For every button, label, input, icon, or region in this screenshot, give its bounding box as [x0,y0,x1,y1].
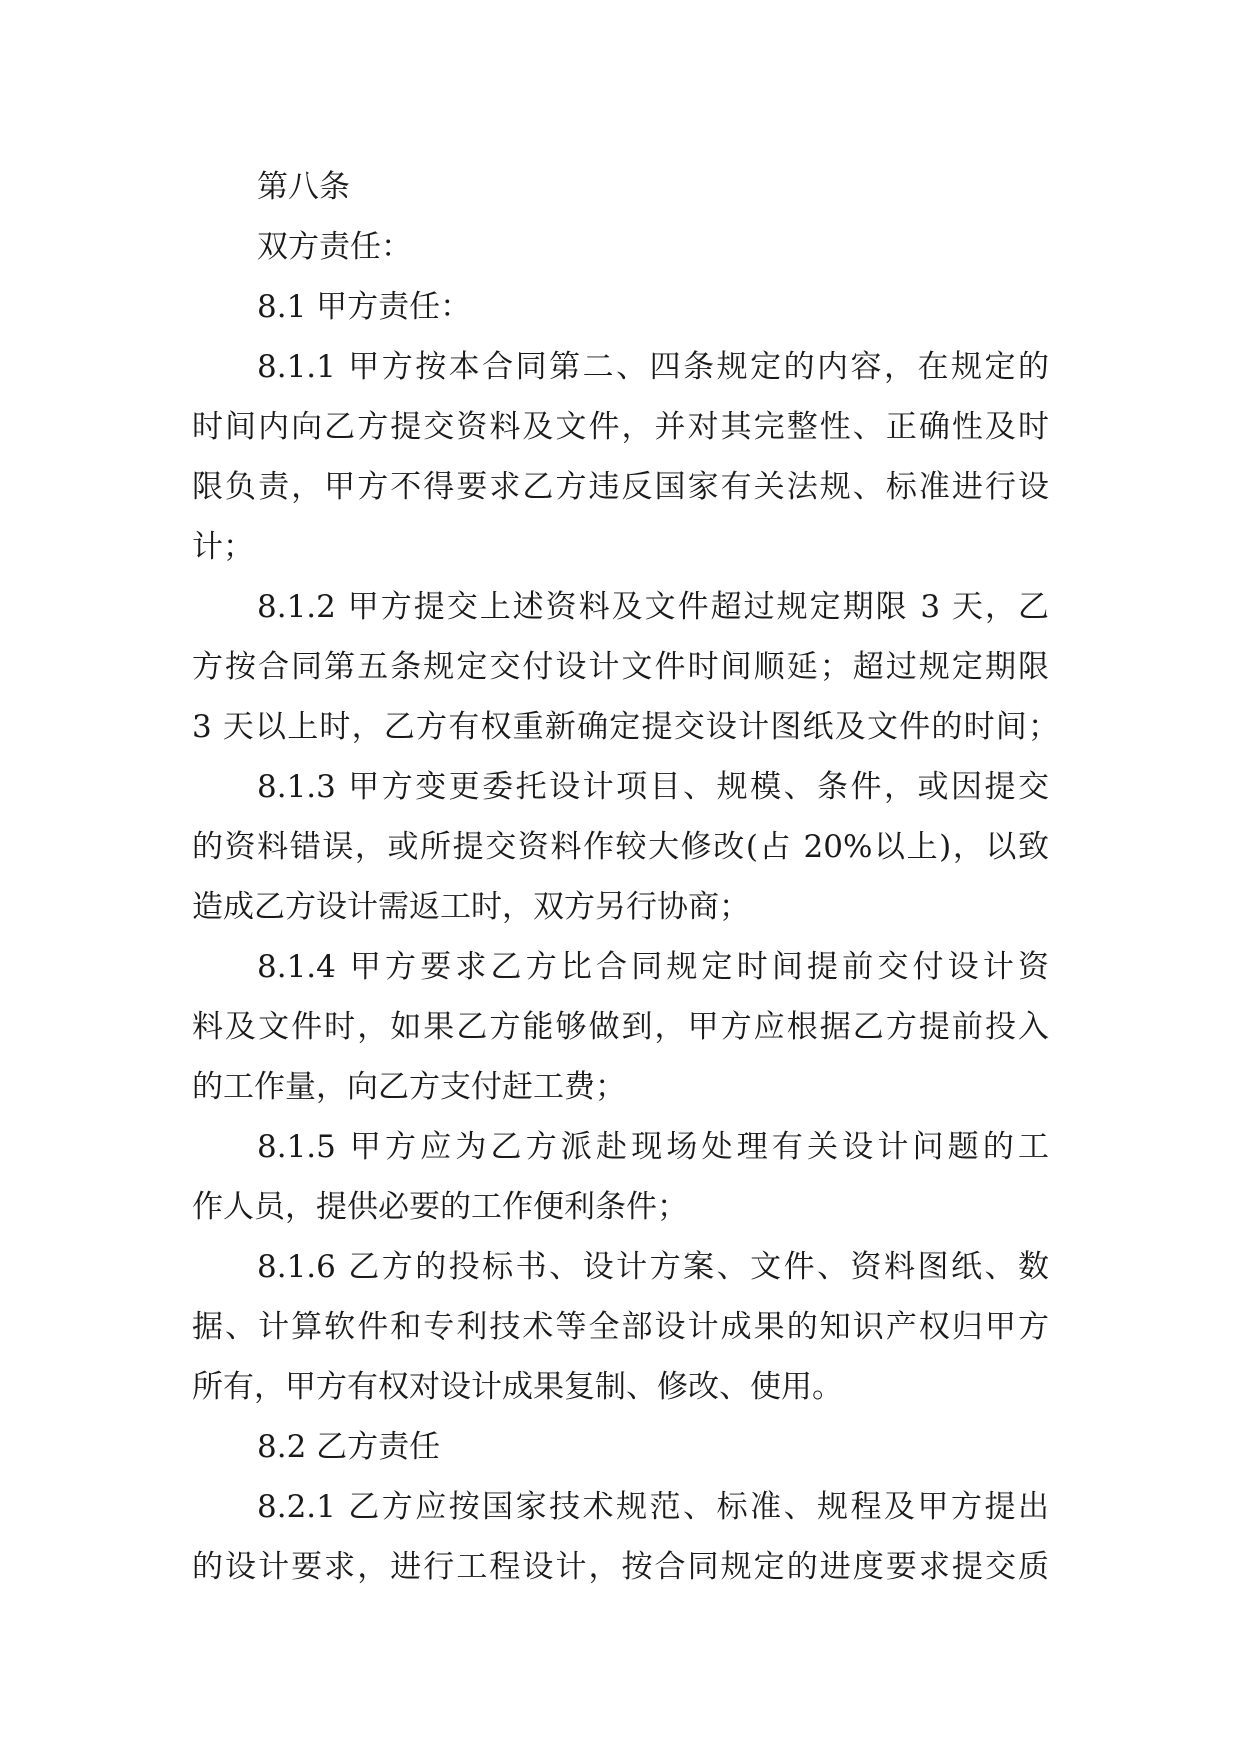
paragraph-line: 的工作量，向乙方支付赶工费； [192,1069,626,1105]
paragraph-line: 8.1.5 甲方应为乙方派赴现场处理有关设计问题的工 [257,1129,1049,1165]
paragraph-line: 的资料错误，或所提交资料作较大修改(占 20%以上)，以致 [192,829,1049,865]
paragraph-line: 的设计要求，进行工程设计，按合同规定的进度要求提交质 [192,1549,1049,1585]
paragraph-line: 时间内向乙方提交资料及文件，并对其完整性、正确性及时 [192,409,1049,445]
paragraph-line: 作人员，提供必要的工作便利条件； [192,1189,688,1225]
paragraph-line: 方按合同第五条规定交付设计文件时间顺延；超过规定期限 [192,649,1049,685]
section-8-2-heading: 8.2 乙方责任 [257,1429,441,1465]
paragraph-line: 8.1.6 乙方的投标书、设计方案、文件、资料图纸、数 [257,1249,1049,1285]
paragraph-line: 料及文件时，如果乙方能够做到，甲方应根据乙方提前投入 [192,1009,1049,1045]
article-heading: 第八条 [257,169,350,205]
paragraph-line: 8.1.3 甲方变更委托设计项目、规模、条件，或因提交 [257,769,1049,805]
paragraph-line: 据、计算软件和专利技术等全部设计成果的知识产权归甲方 [192,1309,1049,1345]
section-8-1-heading: 8.1 甲方责任： [257,289,472,325]
paragraph-line: 所有，甲方有权对设计成果复制、修改、使用。 [192,1369,843,1405]
paragraph-line: 8.1.1 甲方按本合同第二、四条规定的内容，在规定的 [257,349,1049,385]
paragraph-line: 8.2.1 乙方应按国家技术规范、标准、规程及甲方提出 [257,1489,1049,1525]
paragraph-line: 造成乙方设计需返工时，双方另行协商； [192,889,750,925]
paragraph-line: 限负责，甲方不得要求乙方违反国家有关法规、标准进行设 [192,469,1049,505]
paragraph-line: 8.1.2 甲方提交上述资料及文件超过规定期限 3 天，乙 [257,589,1049,625]
paragraph-line: 8.1.4 甲方要求乙方比合同规定时间提前交付设计资 [257,949,1049,985]
paragraph-line: 计； [192,529,254,565]
responsibilities-heading: 双方责任： [257,229,412,265]
paragraph-line: 3 天以上时，乙方有权重新确定提交设计图纸及文件的时间； [192,709,1059,745]
